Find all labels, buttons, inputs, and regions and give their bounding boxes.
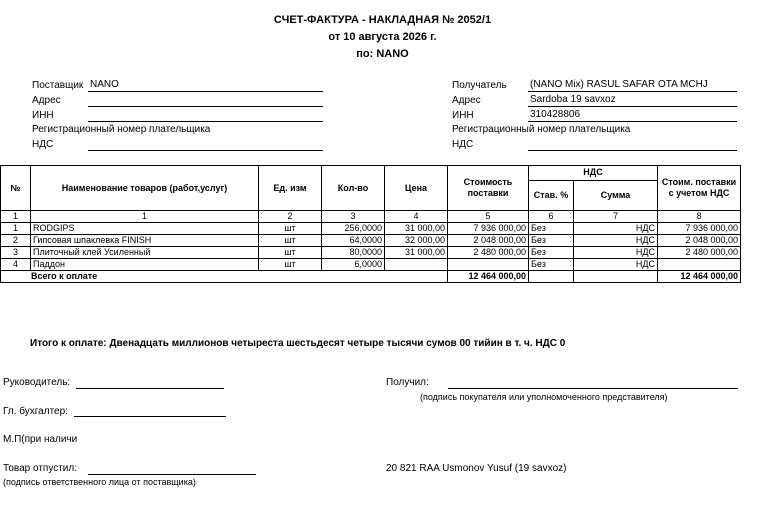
row-sum: НДС — [574, 223, 658, 235]
total-label: Всего к оплате — [1, 271, 448, 283]
document-title: СЧЕТ-ФАКТУРА - НАКЛАДНАЯ № 2052/1 — [273, 14, 492, 26]
col-number: 8 — [658, 211, 741, 223]
recipient-value: (NANO Mix) RASUL SAFAR OTA MCHJ — [528, 79, 737, 92]
supplier-nds-label: НДС — [32, 139, 54, 150]
accountant-label: Гл. бухгалтер: — [3, 406, 68, 417]
row-qty: 64,0000 — [322, 235, 385, 247]
row-qty: 256,0000 — [322, 223, 385, 235]
col-number: 7 — [574, 211, 658, 223]
supplier-address-label: Адрес — [32, 95, 61, 106]
row-num: 1 — [1, 223, 31, 235]
supplier-value: NANO — [88, 79, 323, 92]
table-row — [1, 259, 741, 271]
supplier-inn — [88, 109, 323, 122]
col-number: 3 — [322, 211, 385, 223]
header-sum: Сумма — [574, 180, 658, 210]
row-sum: НДС — [574, 235, 658, 247]
row-total — [658, 259, 741, 271]
table-header-row — [1, 166, 741, 181]
supplier-inn-label: ИНН — [32, 110, 54, 121]
document-date: от 10 августа 2026 г. — [328, 31, 437, 43]
row-price: 31 000,00 — [385, 223, 448, 235]
stamp-label: М.П(при наличи — [3, 434, 78, 445]
col-number: 4 — [385, 211, 448, 223]
col-number: 2 — [259, 211, 322, 223]
row-price: 31 000,00 — [385, 247, 448, 259]
header-num: № — [1, 166, 31, 211]
col-number: 1 — [1, 211, 31, 223]
col-number: 6 — [529, 211, 574, 223]
supplier-address — [88, 94, 323, 107]
recipient-nds-label: НДС — [452, 139, 474, 150]
supplier-reg-label: Регистрационный номер плательщика — [32, 124, 211, 135]
header-rate: Став. % — [529, 180, 574, 210]
row-sum: НДС — [574, 259, 658, 271]
total-row — [1, 271, 741, 283]
col-number: 5 — [448, 211, 529, 223]
row-cost — [448, 259, 529, 271]
header-name: Наименование товаров (работ,услуг) — [31, 166, 259, 211]
row-cost: 2 480 000,00 — [448, 247, 529, 259]
released-note: (подпись ответственного лица от поставщика) — [3, 477, 196, 487]
row-unit: шт — [259, 223, 322, 235]
table-row — [1, 223, 741, 235]
recipient-reg-label: Регистрационный номер плательщика — [452, 124, 631, 135]
row-total: 2 480 000,00 — [658, 247, 741, 259]
header-price: Цена — [385, 166, 448, 211]
row-total: 7 936 000,00 — [658, 223, 741, 235]
header-total: Стоим. поставки с учетом НДС — [658, 166, 741, 211]
recipient-nds — [528, 138, 737, 151]
row-rate: Без — [529, 259, 574, 271]
table-row — [1, 235, 741, 247]
row-num: 4 — [1, 259, 31, 271]
accountant-signature-line — [74, 416, 226, 417]
total-in-words: Итого к оплате: Двенадцать миллионов четыреста шестьдесят четыре тысячи сумов 00 тийин в т. ч. НДС 0 — [30, 338, 566, 349]
row-rate: Без — [529, 235, 574, 247]
row-name: Гипсовая шпаклевка FINISH — [31, 235, 259, 247]
received-signature-line — [448, 388, 738, 389]
director-signature-line — [76, 388, 224, 389]
row-cost: 2 048 000,00 — [448, 235, 529, 247]
row-qty: 6,0000 — [322, 259, 385, 271]
col-number: 1 — [31, 211, 259, 223]
row-unit: шт — [259, 235, 322, 247]
document-basis: по: NANO — [356, 48, 409, 60]
total-rate-empty — [529, 271, 574, 283]
row-unit: шт — [259, 259, 322, 271]
row-num: 2 — [1, 235, 31, 247]
row-sum: НДС — [574, 247, 658, 259]
recipient-address-label: Адрес — [452, 95, 481, 106]
row-name: Паддон — [31, 259, 259, 271]
table-row — [1, 247, 741, 259]
column-number-row — [1, 211, 741, 223]
row-unit: шт — [259, 247, 322, 259]
header-nds-group: НДС — [529, 166, 658, 181]
row-num: 3 — [1, 247, 31, 259]
recipient-inn: 310428806 — [528, 109, 737, 122]
row-name: Плиточный клей Усиленный — [31, 247, 259, 259]
row-cost: 7 936 000,00 — [448, 223, 529, 235]
total-sum-empty — [574, 271, 658, 283]
header-qty: Кол-во — [322, 166, 385, 211]
supplier-label: Поставщик — [32, 80, 84, 91]
row-price: 32 000,00 — [385, 235, 448, 247]
recipient-address: Sardoba 19 savxoz — [528, 94, 737, 107]
row-rate: Без — [529, 247, 574, 259]
row-qty: 80,0000 — [322, 247, 385, 259]
released-signature-line — [88, 474, 256, 475]
header-cost: Стоимость поставки — [448, 166, 529, 211]
driver-info: 20 821 RAA Usmonov Yusuf (19 savxoz) — [386, 463, 567, 474]
released-label: Товар отпустил: — [3, 463, 77, 474]
invoice-table — [0, 165, 741, 283]
supplier-nds — [88, 138, 323, 151]
header-unit: Ед. изм — [259, 166, 322, 211]
director-label: Руководитель: — [3, 377, 71, 388]
row-total: 2 048 000,00 — [658, 235, 741, 247]
recipient-label: Получатель — [452, 80, 507, 91]
row-price — [385, 259, 448, 271]
total-cost: 12 464 000,00 — [448, 271, 529, 283]
recipient-inn-label: ИНН — [452, 110, 474, 121]
total-amount: 12 464 000,00 — [658, 271, 741, 283]
row-name: RODGIPS — [31, 223, 259, 235]
received-note: (подпись покупателя или уполномоченного представителя) — [420, 392, 668, 402]
row-rate: Без — [529, 223, 574, 235]
received-label: Получил: — [386, 377, 429, 388]
